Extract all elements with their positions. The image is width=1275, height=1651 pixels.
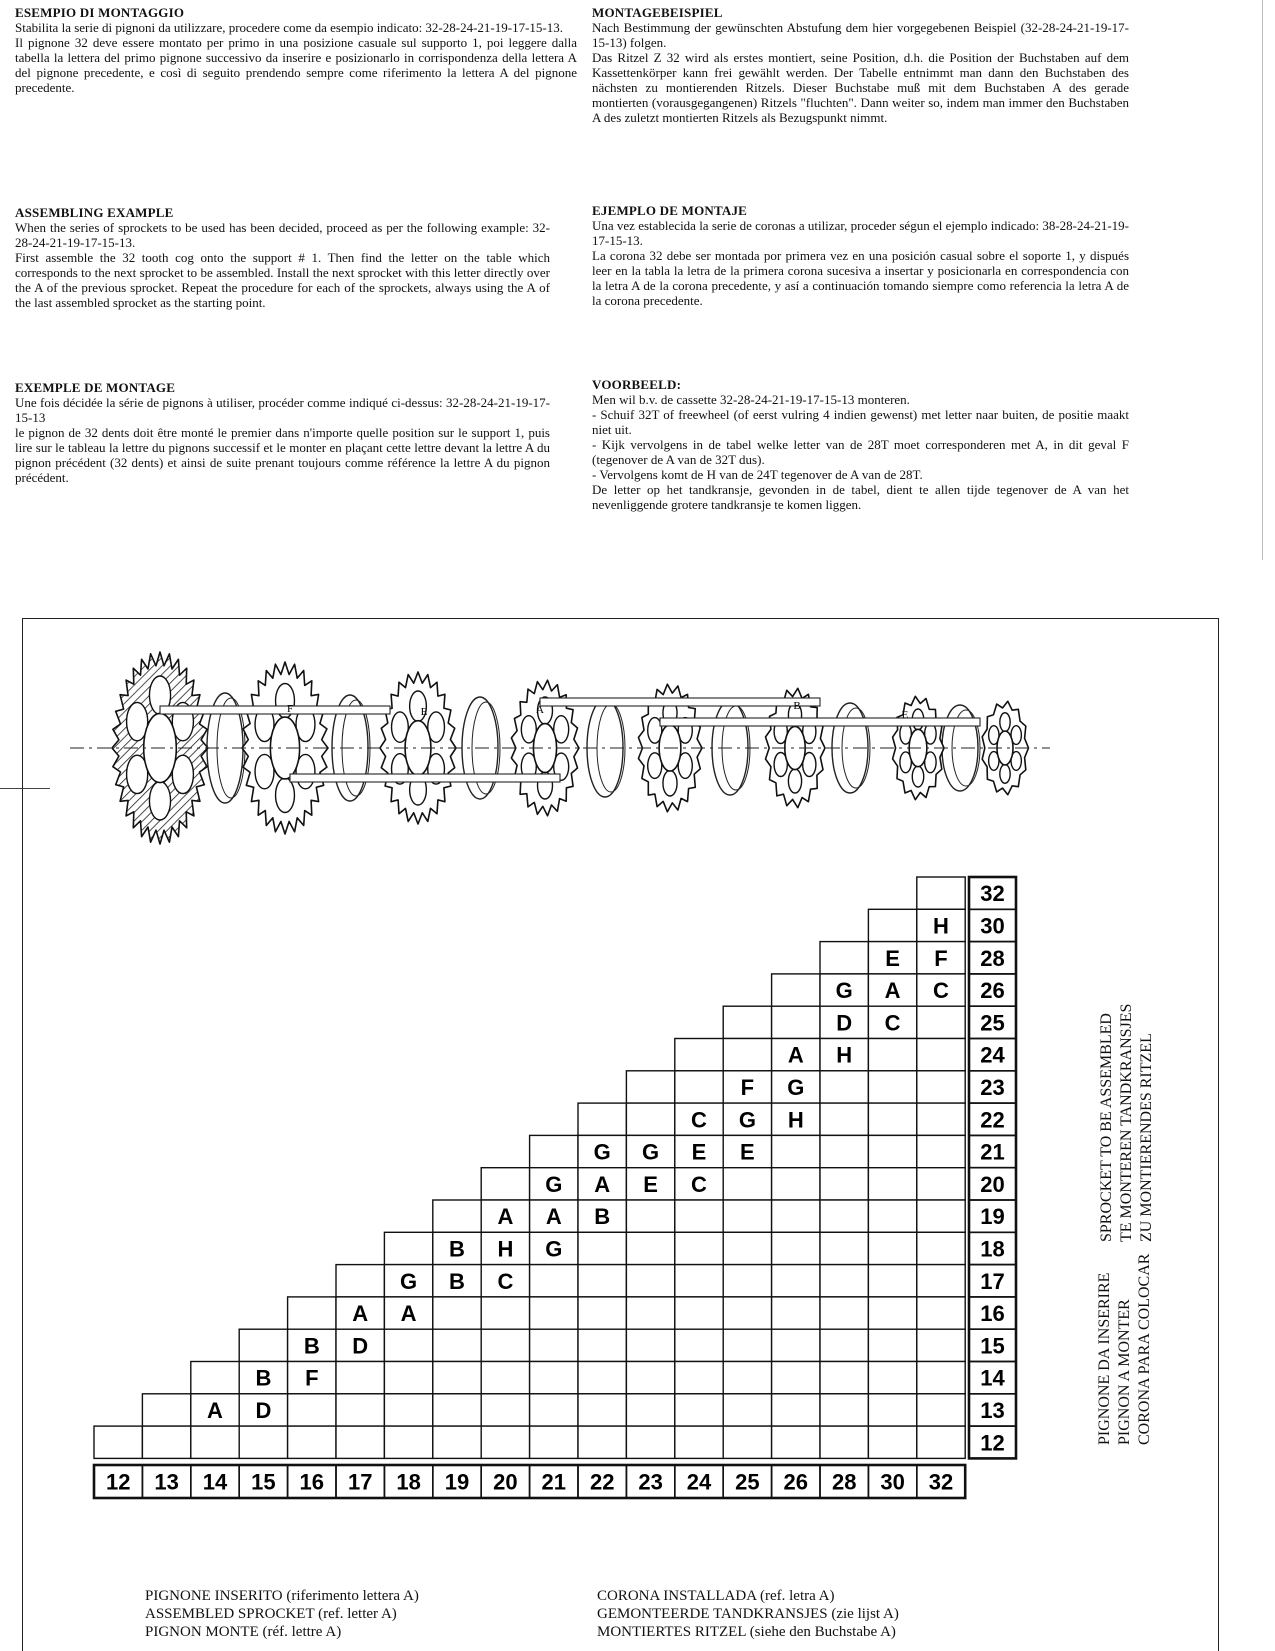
section-heading: EJEMPLO DE MONTAJE [592, 203, 748, 218]
table-cell [288, 1426, 336, 1458]
col-tick-label: 12 [105, 1469, 131, 1495]
table-cell [384, 1362, 432, 1394]
table-cell [723, 1039, 771, 1071]
row-tick-label: 12 [980, 1430, 1005, 1456]
table-cell [772, 1168, 820, 1200]
section-paragraph: le pignon de 32 dents doit être monté le premier dans n'importe quelle position sur le support 1, puis lire sur le tableau la lettre du pignons successif et le monter en plaçant cette lettre devant la lettre A du pignon précédent (32 dents) et ainsi de suite prenant toujours comme référence la lettre A du pignon précédent. [15, 425, 550, 485]
row-tick-label: 25 [980, 1010, 1005, 1036]
table-cell [142, 1426, 190, 1458]
col-axis-label-line: MONTIERTES RITZEL (siehe den Buchstabe A) [597, 1624, 896, 1640]
sprocket-letter: E [901, 709, 909, 721]
table-cell [820, 1135, 868, 1167]
table-cell [723, 1200, 771, 1232]
table-cell [917, 1103, 965, 1135]
table-cell [626, 1394, 674, 1426]
col-axis-label-line: CORONA INSTALLADA (ref. letra A) [597, 1588, 835, 1604]
table-cell [723, 1362, 771, 1394]
section-paragraph: Men wil b.v. de cassette 32-28-24-21-19-17-15-13 monteren. [592, 392, 910, 407]
table-cell [868, 1135, 916, 1167]
table-cell [772, 1394, 820, 1426]
sprocket-letter: B [793, 700, 801, 712]
col-tick-label: 28 [831, 1469, 857, 1495]
table-cell [723, 1426, 771, 1458]
table-cell [868, 1426, 916, 1458]
table-cell [772, 974, 820, 1006]
table-cell [820, 1265, 868, 1297]
table-cell [868, 1103, 916, 1135]
table-cell [723, 1265, 771, 1297]
section-paragraph: La corona 32 debe ser montada por primera vez en una posición casual sobre el soporte 1, y dispués leer en la tabla la letra de la primera corona sucesiva a insertar y posicionarla en correspondencia con la letra A de la corona precedente, y así a continuación tomando siempre como referencia la letra A de la corona precedente. [592, 248, 1129, 308]
table-cell-letter: A [497, 1204, 514, 1230]
table-cell [481, 1426, 529, 1458]
table-cell [433, 1426, 481, 1458]
table-cell-letter: G [835, 978, 853, 1004]
table-cell [288, 1394, 336, 1426]
table-cell [820, 1329, 868, 1361]
table-cell [868, 1329, 916, 1361]
col-tick-label: 18 [396, 1469, 421, 1495]
table-cell [820, 1362, 868, 1394]
table-cell [675, 1329, 723, 1361]
table-cell [336, 1362, 384, 1394]
table-cell-letter: F [305, 1365, 319, 1391]
col-tick-label: 21 [541, 1469, 567, 1495]
table-cell [772, 1426, 820, 1458]
table-cell-letter: G [545, 1171, 563, 1197]
col-tick-label: 13 [154, 1469, 179, 1495]
table-cell [578, 1362, 626, 1394]
table-cell-letter: D [352, 1333, 369, 1359]
row-tick-label: 20 [980, 1171, 1005, 1197]
col-axis-label-line: GEMONTEERDE TANDKRANSJES (zie lijst A) [597, 1606, 899, 1622]
row-tick-label: 21 [980, 1139, 1005, 1165]
section-paragraph: Une fois décidée la série de pignons à utiliser, procéder comme indiqué ci-dessus: 32-28-24-21-19-17-15-13 [15, 395, 550, 425]
row-tick-label: 13 [980, 1397, 1005, 1423]
section-heading: ESEMPIO DI MONTAGGIO [15, 5, 185, 20]
col-tick-label: 15 [251, 1469, 276, 1495]
table-cell [578, 1265, 626, 1297]
col-axis-label [145, 1587, 419, 1641]
table-cell-letter: C [691, 1107, 707, 1133]
table-cell [626, 1426, 674, 1458]
table-cell [626, 1200, 674, 1232]
table-cell-letter: B [449, 1268, 465, 1294]
table-cell [481, 1297, 529, 1329]
table-cell-letter: D [255, 1397, 272, 1423]
table-cell [772, 1200, 820, 1232]
table-cell-letter: E [691, 1139, 707, 1165]
section-paragraph: When the series of sprockets to be used has been decided, proceed as per the following example: 32-28-24-21-19-17-15-13. [15, 220, 550, 250]
table-cell [723, 1168, 771, 1200]
table-cell-letter: A [545, 1204, 562, 1230]
table-cell [578, 1297, 626, 1329]
table-cell [772, 1265, 820, 1297]
row-axis-label-line: ZU MONTIERENDES RITZEL [1138, 1033, 1155, 1242]
row-tick-label: 19 [980, 1204, 1005, 1230]
table-cell [384, 1426, 432, 1458]
table-cell-letter: A [594, 1171, 611, 1197]
row-axis-label [1097, 1004, 1157, 1242]
table-cell [917, 1200, 965, 1232]
table-cell [772, 1329, 820, 1361]
table-cell-letter: A [352, 1301, 369, 1327]
table-cell-letter: G [545, 1236, 563, 1262]
table-cell [820, 1168, 868, 1200]
table-cell [239, 1329, 287, 1361]
table-cell [433, 1362, 481, 1394]
table-cell [94, 1426, 142, 1458]
table-cell [191, 1426, 239, 1458]
table-cell [142, 1394, 190, 1426]
table-cell [917, 1135, 965, 1167]
row-tick-label: 23 [980, 1074, 1005, 1100]
section-paragraph: Nach Bestimmung der gewünschten Abstufung dem hier vorgegebenen Beispiel (32-28-24-21-19-17-15-13) folgen. [592, 20, 1129, 50]
section-paragraph: First assemble the 32 tooth cog onto the support # 1. Then find the letter on the table which corresponds to the next sprocket to be assembled. Install the next sprocket with this letter directly over the A of the previous sprocket. Repeat the procedure for each of the sprockets, always using the A of the last assembled sprocket as the starting point. [15, 250, 550, 310]
table-cell [384, 1394, 432, 1426]
table-cell [820, 1297, 868, 1329]
table-cell [772, 1006, 820, 1038]
table-cell [723, 1329, 771, 1361]
col-tick-label: 16 [299, 1469, 325, 1495]
row-tick-label: 28 [980, 945, 1005, 971]
table-cell-letter: G [400, 1268, 418, 1294]
table-cell [626, 1103, 674, 1135]
table-cell [675, 1265, 723, 1297]
table-cell [481, 1168, 529, 1200]
col-axis-label-line: PIGNONE INSERITO (riferimento lettera A) [145, 1588, 419, 1604]
table-cell [626, 1362, 674, 1394]
table-cell-letter: A [400, 1301, 417, 1327]
section-paragraph: - Vervolgens komt de H van de 24T tegenover de A van de 28T. [592, 467, 923, 482]
table-cell [675, 1297, 723, 1329]
row-tick-label: 22 [980, 1107, 1005, 1133]
table-cell-letter: H [836, 1042, 853, 1068]
table-cell-letter: F [740, 1074, 755, 1100]
section-paragraph: - Schuif 32T of freewheel (of eerst vulring 4 indien gewenst) met letter naar buiten, de positie maakt niet uit. [592, 407, 1129, 437]
col-tick-label: 24 [686, 1469, 712, 1495]
row-tick-label: 26 [980, 978, 1005, 1004]
table-cell [626, 1329, 674, 1361]
table-cell [868, 1200, 916, 1232]
table-cell [530, 1362, 578, 1394]
table-cell-letter: C [497, 1268, 514, 1294]
row-axis-label-line: TE MONTEREN TANDKRANSJES [1118, 1003, 1135, 1242]
table-cell [578, 1232, 626, 1264]
table-cell [675, 1200, 723, 1232]
table-cell [191, 1362, 239, 1394]
row-tick-label: 15 [980, 1333, 1005, 1359]
col-tick-label: 25 [735, 1469, 760, 1495]
col-tick-label: 23 [638, 1469, 663, 1495]
col-tick-label: 17 [347, 1469, 373, 1495]
row-axis-label-line: CORONA PARA COLOCAR [1136, 1253, 1153, 1445]
section-paragraph: Stabilita la serie di pignoni da utilizzare, procedere come da esempio indicato: 32-28-24-21-19-17-15-13. [15, 20, 563, 35]
section-paragraph: Una vez establecida la serie de coronas a utilizar, proceder ségun el ejemplo indicado: 38-28-24-21-19-17-15-13. [592, 218, 1129, 248]
table-cell-letter: C [933, 978, 949, 1004]
row-axis-label-line: PIGNON A MONTER [1116, 1299, 1133, 1445]
table-cell [917, 1297, 965, 1329]
table-cell [336, 1394, 384, 1426]
table-cell [578, 1426, 626, 1458]
col-tick-label: 26 [783, 1469, 809, 1495]
table-cell-letter: E [885, 945, 900, 971]
table-cell [917, 1006, 965, 1038]
table-cell-letter: C [691, 1171, 707, 1197]
table-cell [530, 1135, 578, 1167]
table-cell-letter: H [787, 1107, 804, 1133]
row-tick-label: 17 [980, 1268, 1005, 1294]
table-cell-letter: G [738, 1107, 756, 1133]
table-cell [723, 1006, 771, 1038]
table-cell [481, 1394, 529, 1426]
table-cell [530, 1297, 578, 1329]
sprocket-letter: F [286, 703, 294, 715]
table-cell [530, 1329, 578, 1361]
table-cell [772, 1135, 820, 1167]
row-tick-label: 32 [980, 881, 1005, 907]
table-cell [530, 1426, 578, 1458]
table-cell-letter: B [255, 1365, 272, 1391]
col-tick-label: 14 [202, 1469, 228, 1495]
table-cell [772, 1362, 820, 1394]
section-paragraph: De letter op het tandkransje, gevonden in de tabel, dient te allen tijde tegenover de A van het nevenliggende grotere tandkransje te komen liggen. [592, 482, 1129, 512]
table-cell [723, 1232, 771, 1264]
table-cell-letter: E [643, 1171, 658, 1197]
section-heading: MONTAGEBEISPIEL [592, 5, 723, 20]
row-tick-label: 16 [980, 1301, 1005, 1327]
table-cell [675, 1232, 723, 1264]
row-axis-label-line: PIGNONE DA INSERIRE [1096, 1272, 1113, 1445]
table-cell [288, 1297, 336, 1329]
table-cell-letter: H [497, 1236, 514, 1262]
table-cell [917, 1265, 965, 1297]
row-tick-label: 24 [980, 1042, 1005, 1068]
table-cell [917, 1394, 965, 1426]
table-cell [820, 1103, 868, 1135]
table-cell [239, 1426, 287, 1458]
table-cell [336, 1426, 384, 1458]
section-heading: VOORBEELD: [592, 377, 682, 392]
row-axis-label-line: SPROCKET TO BE ASSEMBLED [1098, 1013, 1115, 1242]
table-cell [578, 1329, 626, 1361]
col-tick-label: 20 [493, 1469, 518, 1495]
table-cell [481, 1362, 529, 1394]
table-cell [868, 1297, 916, 1329]
table-cell [675, 1394, 723, 1426]
table-cell [868, 1265, 916, 1297]
col-tick-label: 22 [589, 1469, 615, 1495]
table-cell [675, 1071, 723, 1103]
table-cell [578, 1103, 626, 1135]
table-cell-letter: B [594, 1204, 611, 1230]
col-axis-label [597, 1587, 899, 1641]
table-cell [868, 1362, 916, 1394]
table-cell-letter: G [787, 1074, 805, 1100]
table-cell [481, 1329, 529, 1361]
table-cell-letter: B [449, 1236, 465, 1262]
table-cell [868, 1039, 916, 1071]
col-axis-label-line: ASSEMBLED SPROCKET (ref. letter A) [145, 1606, 397, 1622]
table-cell [917, 1232, 965, 1264]
table-cell [675, 1039, 723, 1071]
table-cell [772, 1232, 820, 1264]
table-cell [626, 1297, 674, 1329]
table-cell [384, 1232, 432, 1264]
section-heading: ASSEMBLING EXAMPLE [15, 205, 174, 220]
col-axis-label-line: PIGNON MONTE (réf. lettre A) [145, 1624, 342, 1640]
table-cell [336, 1265, 384, 1297]
table-cell [433, 1200, 481, 1232]
table-cell [917, 877, 965, 909]
table-cell [917, 1039, 965, 1071]
table-cell-letter: H [933, 913, 949, 939]
table-cell [578, 1394, 626, 1426]
table-cell [433, 1297, 481, 1329]
table-cell-letter: D [836, 1010, 853, 1036]
section-paragraph: - Kijk vervolgens in de tabel welke letter van de 28T moet corresponderen met A, in dit geval F (tegenover de A van de 32T dus). [592, 437, 1129, 467]
table-cell [433, 1394, 481, 1426]
table-cell-letter: G [593, 1139, 611, 1165]
table-cell-letter: A [787, 1042, 804, 1068]
table-cell [384, 1329, 432, 1361]
table-cell [820, 1232, 868, 1264]
table-cell [917, 1362, 965, 1394]
col-tick-label: 32 [928, 1469, 954, 1495]
table-cell [868, 909, 916, 941]
table-cell [530, 1394, 578, 1426]
table-cell [772, 1297, 820, 1329]
table-cell [626, 1071, 674, 1103]
table-cell-letter: A [884, 978, 901, 1004]
table-cell [723, 1394, 771, 1426]
row-tick-label: 18 [980, 1236, 1005, 1262]
table-cell [626, 1265, 674, 1297]
table-cell [868, 1168, 916, 1200]
section-heading: EXEMPLE DE MONTAGE [15, 380, 176, 395]
table-cell [820, 1200, 868, 1232]
table-cell [868, 1071, 916, 1103]
table-cell [820, 1071, 868, 1103]
table-cell [820, 942, 868, 974]
row-tick-label: 14 [980, 1365, 1005, 1391]
table-cell [917, 1071, 965, 1103]
table-cell [433, 1329, 481, 1361]
table-cell [675, 1426, 723, 1458]
table-cell [530, 1265, 578, 1297]
table-cell-letter: A [207, 1397, 223, 1423]
row-tick-label: 30 [980, 913, 1005, 939]
table-cell-letter: F [934, 945, 948, 971]
table-cell [868, 1232, 916, 1264]
sprocket-letter: A [536, 704, 544, 716]
col-tick-label: 30 [880, 1469, 905, 1495]
table-cell [917, 1426, 965, 1458]
table-cell-letter: C [884, 1010, 901, 1036]
table-cell-letter: E [740, 1139, 755, 1165]
table-cell-letter: G [642, 1139, 660, 1165]
table-cell [723, 1297, 771, 1329]
table-cell [820, 1394, 868, 1426]
table-cell [917, 1168, 965, 1200]
section-paragraph: Il pignone 32 deve essere montato per primo in una posizione casuale sul supporto 1, poi leggere dalla tabella la lettera del primo pignone successivo da inserire e posizionarlo in corrispondenza della lettera A del pignone precedente, e così di seguito prendendo sempre come riferimento la lettera A del pignone precedente. [15, 35, 577, 95]
section-paragraph: Das Ritzel Z 32 wird als erstes montiert, seine Position, d.h. die Position der Buchstaben auf dem Kassettenkörper kann frei gewählt werden. Der Tabelle entnimmt man dann den Buchstaben des nächsten zu montierenden Ritzels. Dieser Buchstabe muß mit dem Buchstaben A des gerade montierten (vorausgegangenen) Ritzels "fluchten". Dann weiter so, indem man immer den Buchstaben A des zuletzt montierten Ritzels als Bezugspunkt nimmt. [592, 50, 1129, 125]
table-cell-letter: B [303, 1333, 320, 1359]
table-cell [626, 1232, 674, 1264]
sprocket-letter: E [420, 706, 428, 718]
table-cell [675, 1362, 723, 1394]
row-axis-label [1095, 1254, 1155, 1445]
col-tick-label: 19 [444, 1469, 470, 1495]
table-cell [820, 1426, 868, 1458]
table-cell [868, 1394, 916, 1426]
table-cell [917, 1329, 965, 1361]
